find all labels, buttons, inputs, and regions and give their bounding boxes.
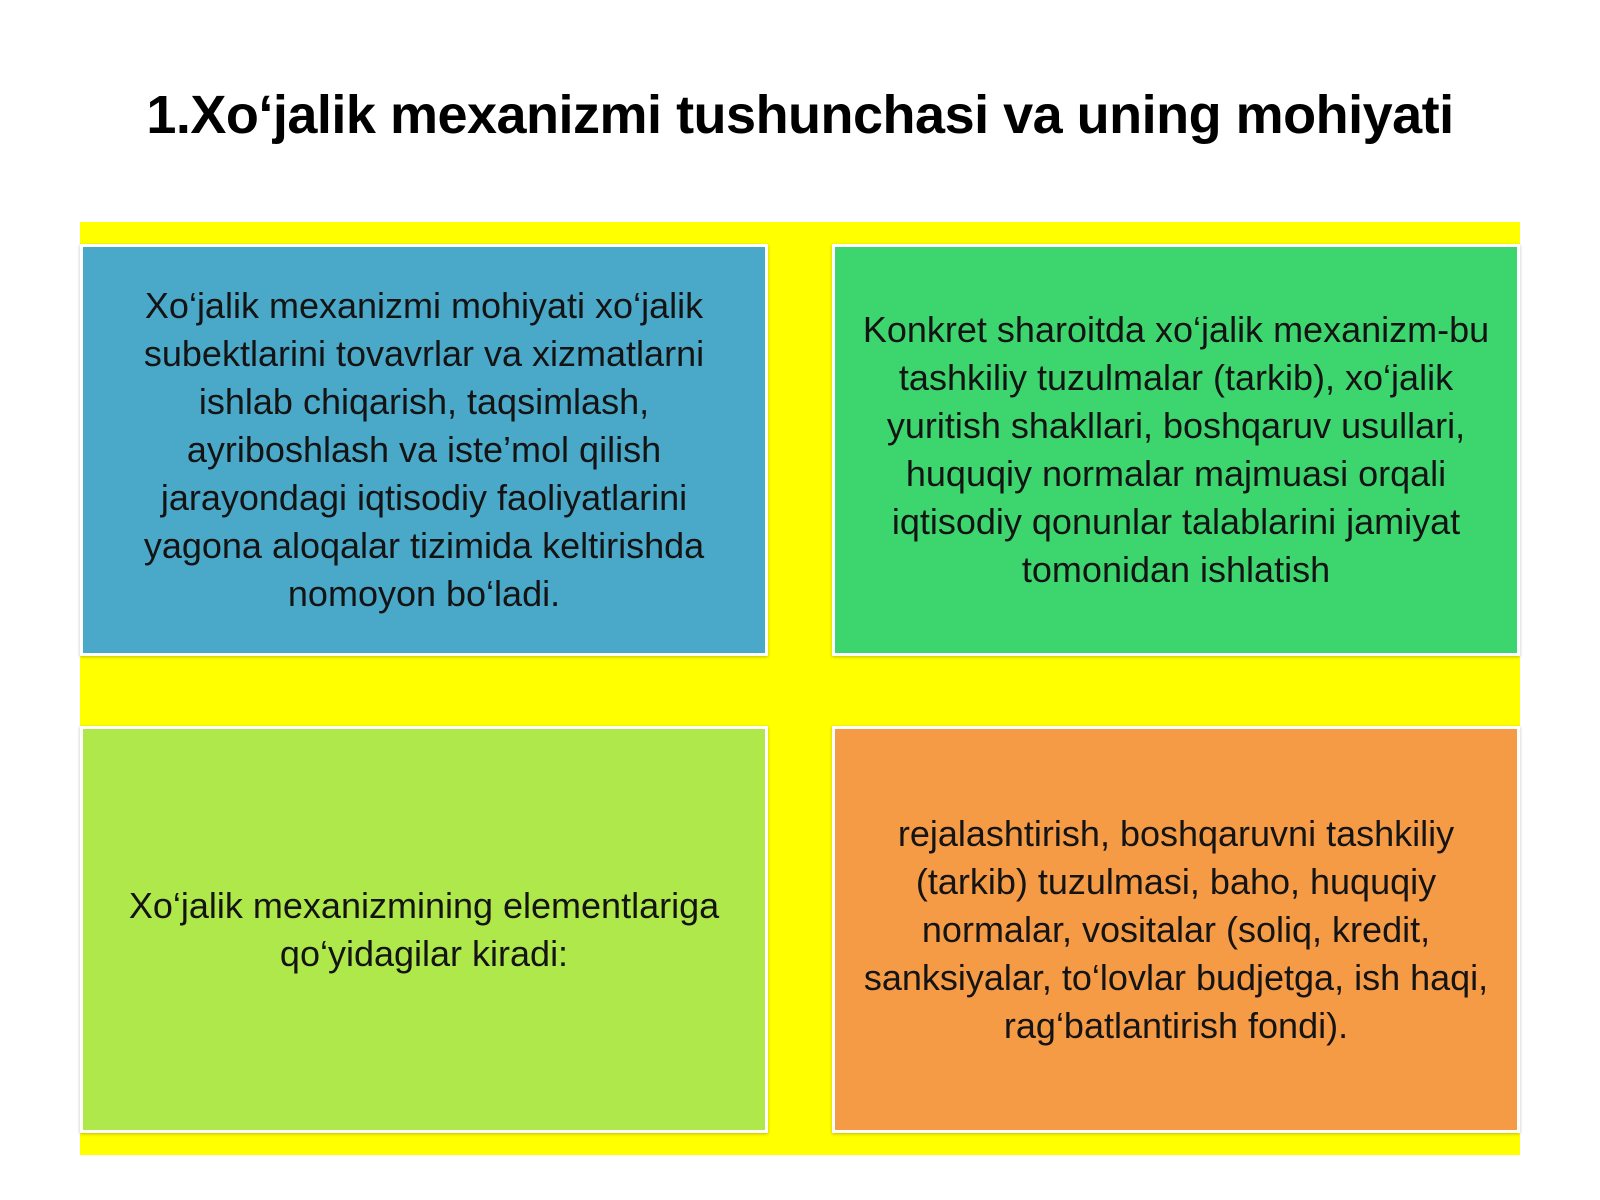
card-bottom-right (832, 726, 1520, 1133)
card-top-left (80, 244, 768, 656)
card-top-left-text: Xo‘jalik mexanizmi mohiyati xo‘jalik subektlarini tovavrlar va xizmatlarni ishlab chiqarish, taqsimlash, ayriboshlash va iste’mol qilish jarayondagi iqtisodiy faoliyatlarini yagona aloqalar tizimida keltirishda nomoyon bo‘ladi. (143, 285, 705, 614)
slide-title: 1.Xo‘jalik mexanizmi tushunchasi va uning mohiyati (146, 85, 1454, 145)
card-top-right-text: Konkret sharoitda xo‘jalik mexanizm-bu tashkiliy tuzulmalar (tarkib), xo‘jalik yuritish shakllari, boshqaruv usullari, huquqiy normalar majmuasi orqali iqtisodiy qonunlar talablarini jamiyat tomonidan ishlatish (862, 309, 1490, 590)
card-bottom-left-text: Xo‘jalik mexanizmining elementlariga qo‘yidagilar kiradi: (128, 884, 720, 974)
card-top-right (832, 244, 1520, 656)
frame-band-vertical (768, 222, 832, 1155)
card-bottom-right-text: rejalashtirish, boshqaruvni tashkiliy (tarkib) tuzulmasi, baho, huquqiy normalar, vositalar (soliq, kredit, sanksiyalar, to‘lovlar budjetga, ish haqi, rag‘batlantirish fondi). (863, 812, 1489, 1046)
card-bottom-left (80, 726, 768, 1133)
four-box-diagram (80, 222, 1520, 1155)
